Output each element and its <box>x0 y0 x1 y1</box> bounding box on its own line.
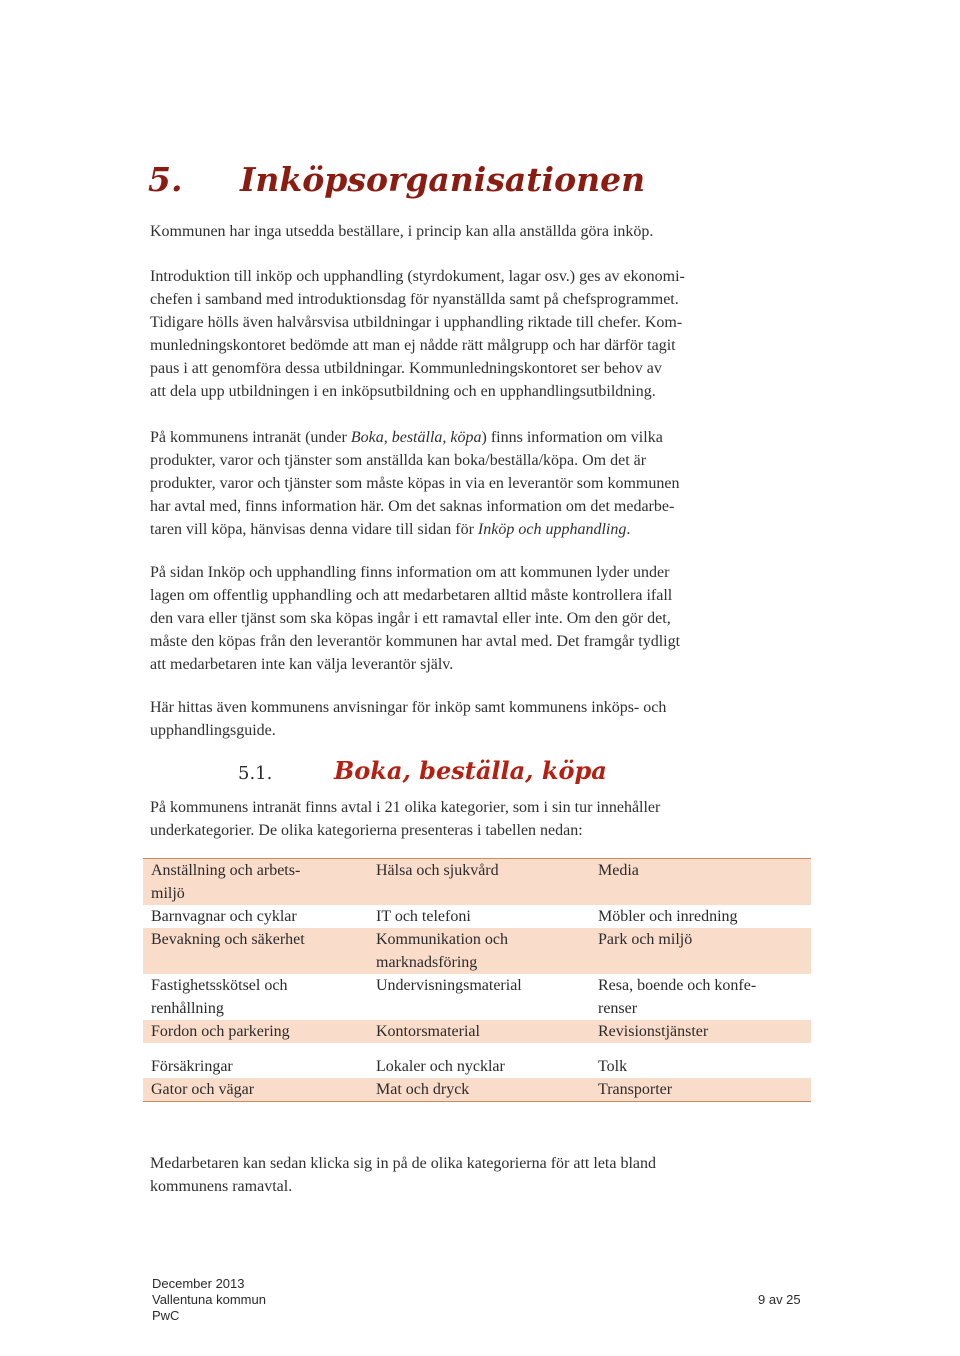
text-line: paus i att genomföra dessa utbildningar. Kommunledningskontoret ser behov av <box>150 360 662 377</box>
table-cell <box>590 905 811 928</box>
category-label: Tolk <box>598 1058 628 1075</box>
text-line: den vara eller tjänst som ska köpas ingår i ett ramavtal eller inte. Om den gör det, <box>150 610 671 627</box>
intranet-page-name: Inköp och upphandling <box>477 521 627 538</box>
category-label: Gator och vägar <box>151 1081 255 1098</box>
table-row <box>143 974 811 1020</box>
text-line: Medarbetaren kan sedan klicka sig in på de olika kategorierna för att leta bland <box>150 1155 657 1172</box>
table-gap <box>143 1043 811 1055</box>
category-label: Kontorsmaterial <box>376 1023 480 1040</box>
category-label: Mat och dryck <box>376 1081 470 1098</box>
category-label: Anställning och arbets- <box>151 862 301 879</box>
category-label: Fastighetsskötsel och <box>151 977 288 994</box>
text-line: chefen i samband med introduktionsdag för nyanställda samt på chefsprogrammet. <box>150 291 679 308</box>
text-line: underkategorier. De olika kategorierna presenteras i tabellen nedan: <box>150 822 583 839</box>
text-fragment: ) finns information om vilka <box>481 429 663 446</box>
subsection-number: 5.1. <box>238 763 273 784</box>
table-cell <box>368 928 590 974</box>
category-label: Undervisningsmaterial <box>376 977 522 994</box>
intranet-section-name: Boka, beställa, köpa <box>350 429 482 446</box>
table-row <box>143 928 811 974</box>
text-line: måste den köpas från den leverantör kommunen har avtal med. Det framgår tydligt <box>150 633 681 650</box>
table-row <box>143 1078 811 1101</box>
paragraph-4 <box>150 561 830 676</box>
text-line: munledningskontoret bedömde att man ej nådde rätt målgrupp och har därför tagit <box>150 337 676 354</box>
table-row <box>143 1055 811 1078</box>
text-line: Tidigare hölls även halvårsvisa utbildningar i upphandling riktade till chefer. Kom- <box>150 314 683 331</box>
table-row <box>143 1020 811 1043</box>
table-cell <box>143 1055 368 1078</box>
text-line: produkter, varor och tjänster som måste köpas in via en leverantör som kommunen <box>150 475 680 492</box>
text-line: Introduktion till inköp och upphandling (styrdokument, lagar osv.) ges av ekonomi- <box>150 268 685 285</box>
category-label: Revisionstjänster <box>598 1023 709 1040</box>
section-heading <box>148 160 645 199</box>
text-line: att dela upp utbildningen i en inköpsutbildning och en upphandlingsutbildning. <box>150 383 656 400</box>
category-label: IT och telefoni <box>376 908 471 925</box>
footer-date: December 2013 <box>152 1276 245 1291</box>
category-label: Resa, boende och konfe- <box>598 977 757 994</box>
section-number: 5. <box>148 160 183 199</box>
text-fragment: . <box>626 521 631 538</box>
category-label: renhållning <box>151 1000 224 1017</box>
table-cell <box>368 1020 590 1043</box>
text-line: Här hittas även kommunens anvisningar för inköp samt kommunens inköps- och <box>150 699 667 716</box>
category-label: renser <box>598 1000 638 1017</box>
table-cell <box>590 1078 811 1101</box>
text-line: upphandlingsguide. <box>150 722 276 739</box>
category-label: Barnvagnar och cyklar <box>151 908 297 925</box>
category-label: marknadsföring <box>376 954 478 971</box>
category-label: miljö <box>151 885 185 902</box>
table-cell <box>143 928 368 974</box>
table-cell <box>143 1078 368 1101</box>
text-line <box>150 518 830 541</box>
category-label: Fordon och parkering <box>151 1023 290 1040</box>
table-cell <box>590 928 811 974</box>
text-fragment: På kommunens intranät (under <box>150 429 351 446</box>
page-number: 9 av 25 <box>758 1292 801 1307</box>
category-label: Försäkringar <box>151 1058 233 1075</box>
paragraph-1 <box>150 220 830 243</box>
category-label: Bevakning och säkerhet <box>151 931 305 948</box>
table-cell <box>368 1055 590 1078</box>
category-label: Hälsa och sjukvård <box>376 862 499 879</box>
table-cell <box>590 974 811 1020</box>
table-cell <box>143 905 368 928</box>
table-cell <box>368 905 590 928</box>
paragraph-7 <box>150 1152 830 1198</box>
page-footer <box>152 1276 266 1324</box>
subsection-title: Boka, beställa, köpa <box>334 756 607 785</box>
table-cell <box>590 1055 811 1078</box>
text-line <box>150 426 830 449</box>
section-title: Inköpsorganisationen <box>240 160 646 199</box>
paragraph-5 <box>150 696 830 742</box>
category-label: Lokaler och nycklar <box>376 1058 505 1075</box>
text-line: lagen om offentlig upphandling och att medarbetaren alltid måste kontrollera ifall <box>150 587 673 604</box>
footer-organization: Vallentuna kommun <box>152 1292 266 1307</box>
subsection-heading <box>238 756 607 785</box>
category-table <box>143 858 811 1102</box>
table-cell <box>143 859 368 905</box>
text-line: På kommunens intranät finns avtal i 21 olika kategorier, som i sin tur innehåller <box>150 799 661 816</box>
table-cell <box>590 859 811 905</box>
table-cell <box>368 1078 590 1101</box>
footer-firm: PwC <box>152 1308 180 1323</box>
category-label: Möbler och inredning <box>598 908 738 925</box>
paragraph-6 <box>150 796 830 842</box>
table-cell <box>368 859 590 905</box>
category-label: Park och miljö <box>598 931 693 948</box>
text-fragment: taren vill köpa, hänvisas denna vidare till sidan för <box>150 521 478 538</box>
text-line: kommunens ramavtal. <box>150 1178 293 1195</box>
text-line: Kommunen har inga utsedda beställare, i princip kan alla anställda göra inköp. <box>150 223 654 240</box>
text-line: På sidan Inköp och upphandling finns information om att kommunen lyder under <box>150 564 670 581</box>
table-cell <box>143 1020 368 1043</box>
paragraph-2 <box>150 265 830 403</box>
table-cell <box>143 974 368 1020</box>
text-line: produkter, varor och tjänster som anställda kan boka/beställa/köpa. Om det är <box>150 452 647 469</box>
table-row <box>143 859 811 905</box>
category-label: Media <box>598 862 639 879</box>
table-cell <box>368 974 590 1020</box>
paragraph-3 <box>150 426 830 541</box>
table-row <box>143 905 811 928</box>
category-label: Kommunikation och <box>376 931 508 948</box>
category-label: Transporter <box>598 1081 673 1098</box>
table-cell <box>590 1020 811 1043</box>
text-line: att medarbetaren inte kan välja leverantör själv. <box>150 656 454 673</box>
text-line: har avtal med, finns information här. Om det saknas information om det medarbe- <box>150 498 675 515</box>
